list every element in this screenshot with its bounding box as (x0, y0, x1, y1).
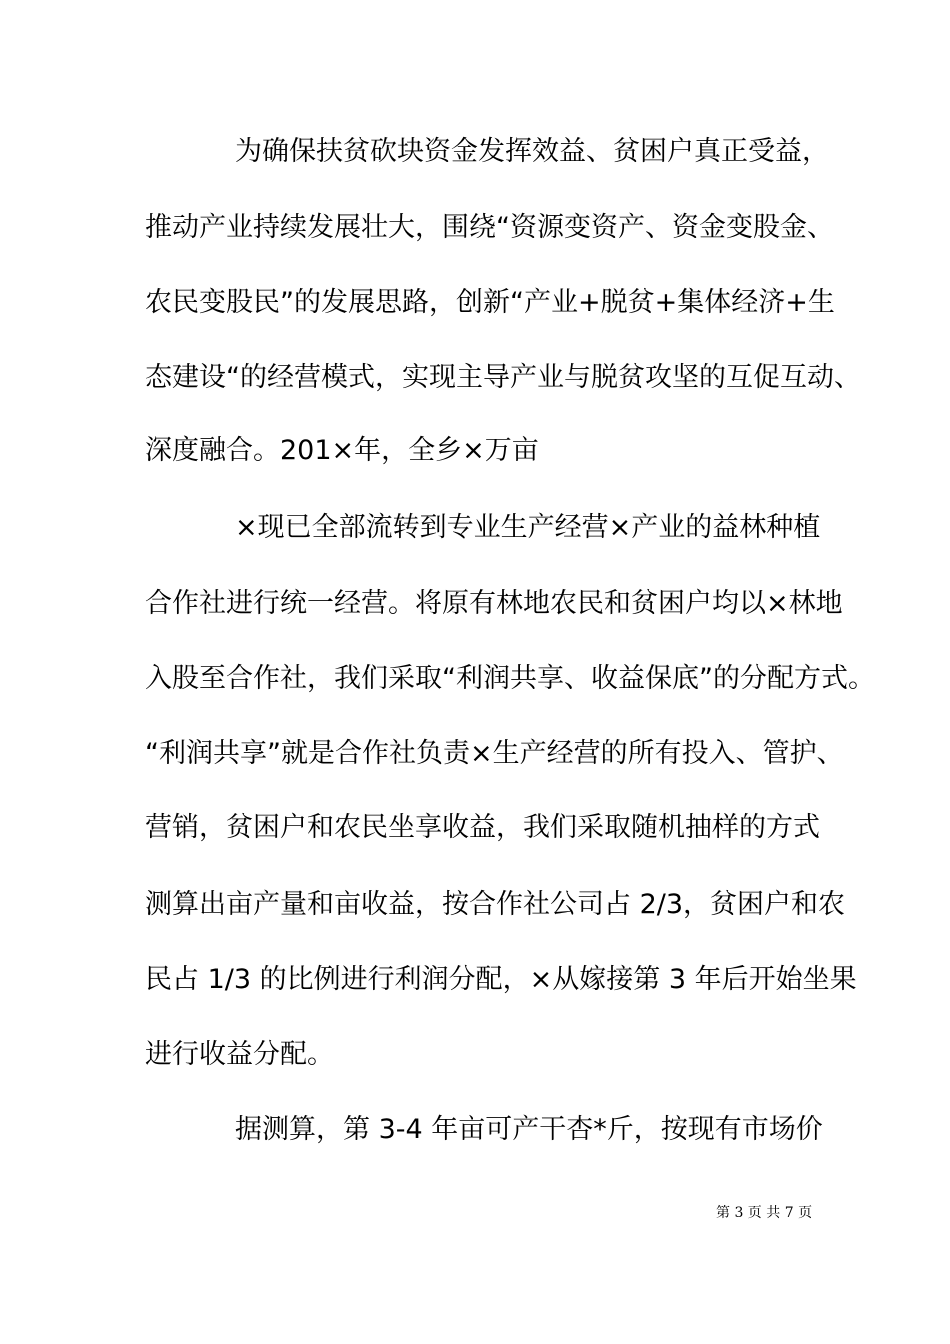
paragraph-2-line-5: 营销，贫困户和农民坐享收益，我们采取随机抽样的方式 (145, 812, 820, 843)
paragraph-1-line-5: 深度融合。201×年，全乡×万亩 (145, 435, 539, 466)
paragraph-2-line-6: 测算出亩产量和亩收益，按合作社公司占 2/3，贫困户和农 (145, 889, 846, 920)
paragraph-2-line-7: 民占 1/3 的比例进行利润分配，×从嫁接第 3 年后开始坐果 (145, 964, 857, 995)
paragraph-3-line-1: 据测算，第 3-4 年亩可产干杏*斤，按现有市场价 (235, 1114, 823, 1145)
paragraph-2-line-2: 合作社进行统一经营。将原有林地农民和贫困户均以×林地 (145, 588, 843, 619)
paragraph-2-line-8: 进行收益分配。 (145, 1039, 334, 1070)
paragraph-1-line-2: 推动产业持续发展壮大，围绕“资源变资产、资金变股金、 (145, 212, 834, 243)
paragraph-2-line-4: “利润共享”就是合作社负责×生产经营的所有投入、管护、 (145, 738, 844, 769)
paragraph-2-line-1: ×现已全部流转到专业生产经营×产业的益林种植 (235, 512, 821, 543)
paragraph-1-line-4: 态建设“的经营模式，实现主导产业与脱贫攻坚的互促互动、 (145, 362, 861, 393)
paragraph-2-line-3: 入股至合作社，我们采取“利润共享、收益保底”的分配方式。 (145, 663, 875, 694)
paragraph-1-line-1: 为确保扶贫砍块资金发挥效益、贫困户真正受益， (235, 136, 829, 167)
paragraph-1-line-3: 农民变股民”的发展思路，创新“产业+脱贫+集体经济+生 (145, 287, 835, 318)
page-number-footer: 第 3 页 共 7 页 (716, 1205, 813, 1221)
